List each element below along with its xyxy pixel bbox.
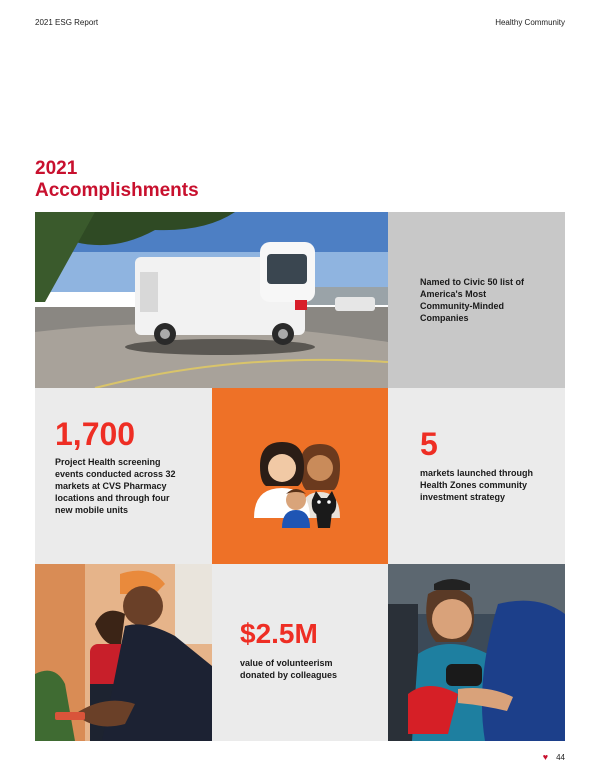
family-icon [212, 388, 388, 564]
section-title: Healthy Community [495, 18, 565, 27]
volunteerism-number: $2.5M [240, 618, 318, 649]
report-title: 2021 ESG Report [35, 18, 99, 27]
screening-events-text: Project Health screening events conducted across 32 markets at CVS Pharmacy locations and through four new mobile units [55, 457, 176, 515]
civic-50-text: Named to Civic 50 list of America's Most Community-Minded Companies [420, 277, 525, 323]
page-title [35, 158, 199, 202]
health-zones-tile [388, 388, 565, 564]
volunteers-painting-photo [35, 564, 212, 741]
health-zones-number: 5 [420, 426, 438, 462]
screening-events-number: 1,700 [55, 416, 136, 452]
screening-events-tile [35, 388, 212, 564]
volunteerism-tile [212, 564, 388, 741]
heart-icon: ♥ [542, 752, 549, 762]
page-footer [543, 752, 565, 762]
blood-pressure-screening-photo [388, 564, 565, 741]
accomplishments-grid [35, 212, 565, 741]
title-word: Accomplishments [35, 180, 199, 201]
health-zones-text: markets launched through Health Zones community investment strategy [420, 468, 534, 502]
title-year: 2021 [35, 158, 78, 179]
mobile-unit-photo [35, 212, 388, 388]
family-illustration-tile [212, 388, 388, 564]
volunteerism-text: value of volunteerism donated by colleagues [240, 658, 338, 680]
civic-50-tile [388, 212, 565, 388]
page-number: 44 [556, 752, 565, 762]
